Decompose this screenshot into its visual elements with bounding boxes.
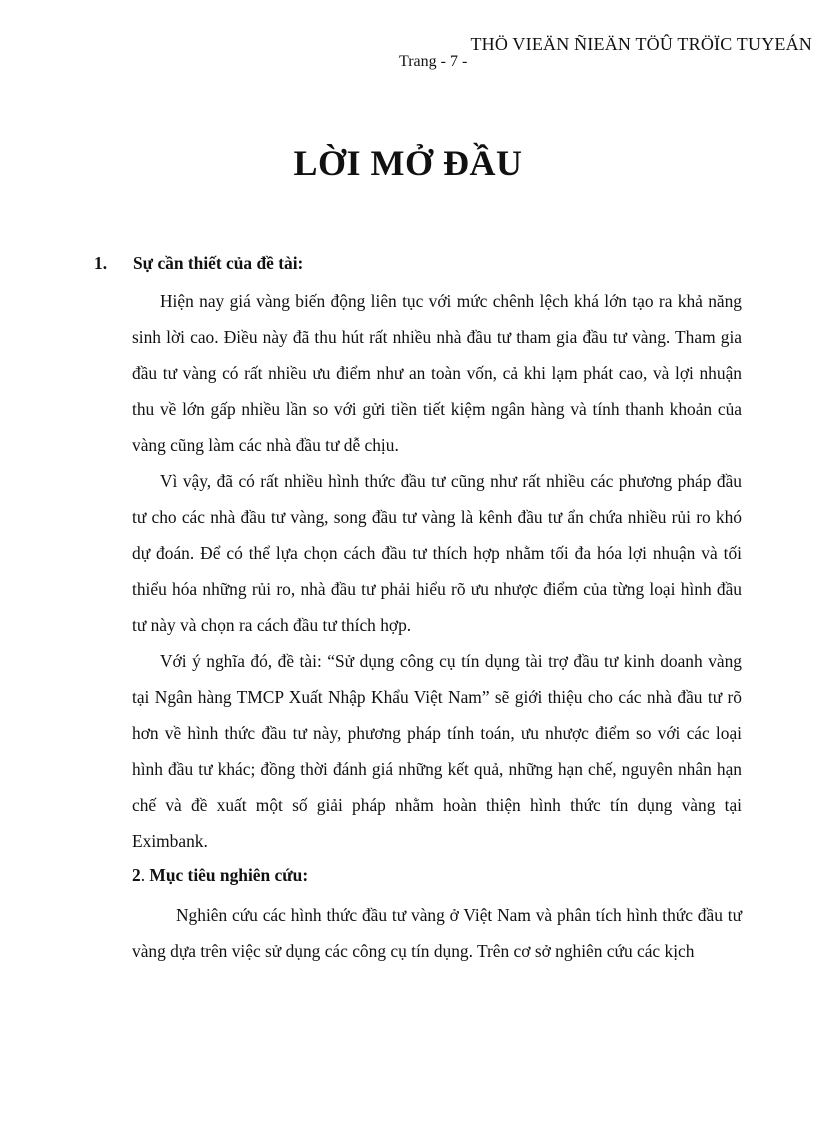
paragraph: Vì vậy, đã có rất nhiều hình thức đầu tư cũng như rất nhiều các phương pháp đầu tư cho các nhà đầu tư vàng, song đầu tư vàng là kênh đầu tư ẩn chứa nhiều rủi ro khó dự đoán. Để có thể lựa chọn cách đầu tư thích hợp nhằm tối đa hóa lợi nhuận và tối thiểu hóa những rủi ro, nhà đầu tư phải hiểu rõ ưu nhược điểm của từng loại hình đầu tư này và chọn ra cách đầu tư thích hợp.	[132, 471, 742, 635]
section-1-number: 1.	[94, 253, 108, 273]
watermark-header: THÖ VIEÄN ÑIEÄN TÖÛ TRÖÏC TUYEÁN	[470, 34, 812, 54]
section-2-separator: .	[140, 865, 150, 885]
section-1-title: Sự cần thiết của đề tài:	[133, 253, 304, 273]
section-1-body	[132, 283, 742, 859]
section-2-heading	[132, 865, 308, 886]
paragraph: Hiện nay giá vàng biến động liên tục với mức chênh lệch khá lớn tạo ra khả năng sinh lời cao. Điều này đã thu hút rất nhiều nhà đầu tư tham gia đầu tư vàng. Tham gia đầu tư vàng có rất nhiều ưu điểm như an toàn vốn, cả khi lạm phát cao, và lợi nhuận thu về lớn gấp nhiều lần so với gửi tiền tiết kiệm ngân hàng và tính thanh khoản của vàng cũng làm các nhà đầu tư dễ chịu.	[132, 291, 742, 455]
paragraph: Nghiên cứu các hình thức đầu tư vàng ở Việt Nam và phân tích hình thức đầu tư vàng dựa trên việc sử dụng các công cụ tín dụng. Trên cơ sở nghiên cứu các kịch	[132, 905, 742, 961]
section-2-title: Mục tiêu nghiên cứu:	[149, 865, 309, 885]
page-title: LỜI MỞ ĐẦU	[293, 143, 523, 183]
paragraph: Với ý nghĩa đó, đề tài: “Sử dụng công cụ tín dụng tài trợ đầu tư kinh doanh vàng tại Ngân hàng TMCP Xuất Nhập Khẩu Việt Nam” sẽ giới thiệu cho các nhà đầu tư rõ hơn về hình thức đầu tư này, phương pháp tính toán, ưu nhược điểm so với các loại hình đầu tư khác; đồng thời đánh giá những kết quả, những hạn chế, nguyên nhân hạn chế và đề xuất một số giải pháp nhằm hoàn thiện hình thức tín dụng vàng tại Eximbank.	[132, 651, 742, 851]
page-number: Trang - 7 -	[399, 53, 468, 70]
section-2-body	[132, 897, 742, 969]
section-2-number: 2	[132, 865, 141, 885]
